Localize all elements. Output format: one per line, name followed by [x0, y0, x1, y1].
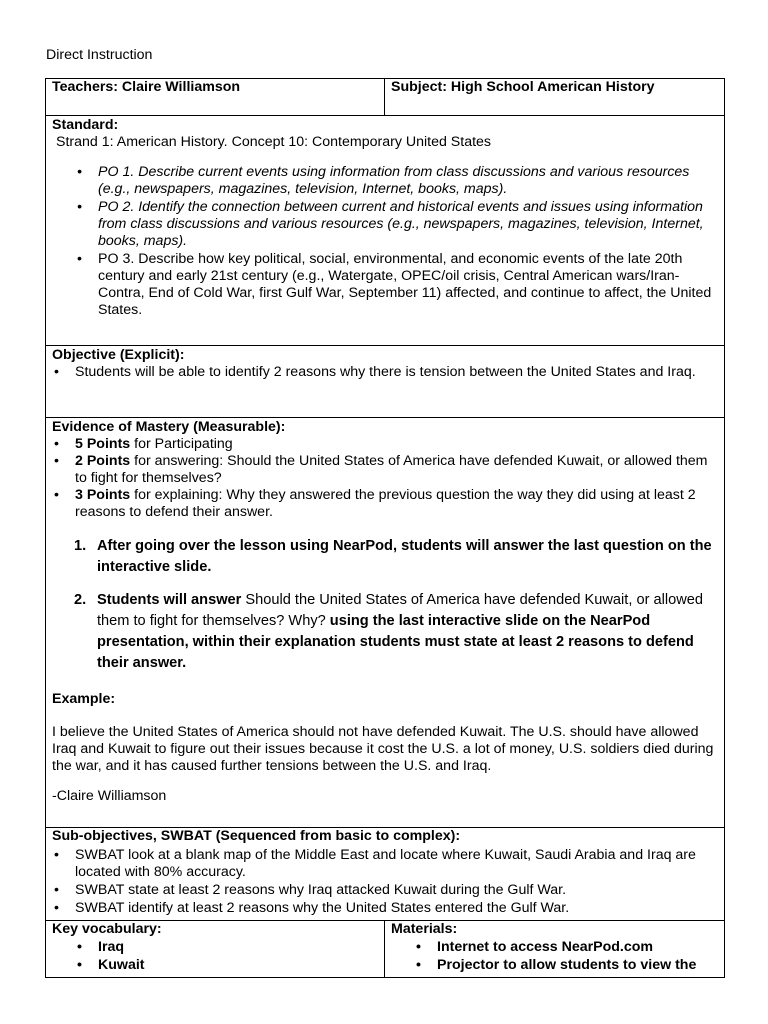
subobjective-item: • SWBAT state at least 2 reasons why Iraq attacked Kuwait during the Gulf War.	[52, 882, 718, 899]
subobjectives-list	[52, 847, 718, 917]
standard-row	[46, 116, 725, 346]
objective-list	[52, 364, 718, 381]
points-item: • 5 Points for Participating	[52, 436, 718, 453]
vocabulary-item: • Iraq	[52, 938, 378, 956]
evidence-heading: Evidence of Mastery (Measurable):	[52, 419, 286, 435]
standard-heading: Standard:	[52, 117, 119, 133]
example-signature: -Claire Williamson	[52, 788, 167, 804]
objective-item: • Students will be able to identify 2 reasons why there is tension between the United States and Iraq.	[52, 364, 718, 381]
subobjective-item: • SWBAT identify at least 2 reasons why the United States entered the Gulf War.	[52, 900, 718, 917]
subobjectives-heading: Sub-objectives, SWBAT (Sequenced from basic to complex):	[52, 828, 461, 844]
step-item: 2. Students will answer Should the United States of America have defended Kuwait, or allowed them to fight for themselves? Why? using the last interactive slide on the NearPod presentation, within their explanation students must state at least 2 reasons to defend their answer.	[74, 592, 703, 671]
header-row	[46, 79, 725, 116]
materials-cell	[385, 921, 725, 978]
evidence-row	[46, 418, 725, 828]
vocabulary-list	[52, 938, 378, 974]
lesson-plan-table	[45, 78, 725, 978]
points-list	[52, 436, 718, 521]
example-text: I believe the United States of America should not have defended Kuwait. The U.S. should have allowed Iraq and Kuwait to figure out their issues because it cost the U.S. a lot of money, U.S. soldiers died during the war, and it has caused further tensions between the U.S. and Iraq.	[52, 724, 714, 774]
subject-label: Subject: High School American History	[391, 79, 655, 95]
materials-item: • Projector to allow students to view the	[391, 956, 718, 974]
vocabulary-heading: Key vocabulary:	[52, 921, 162, 937]
points-item: • 2 Points for answering: Should the United States of America have defended Kuwait, or allowed them to fight for themselves?	[52, 453, 718, 487]
step-item: 1. After going over the lesson using NearPod, students will answer the last question on the interactive slide.	[74, 538, 712, 575]
subobjective-item: • SWBAT look at a blank map of the Middle East and locate where Kuwait, Saudi Arabia and Iraq are located with 80% accuracy.	[52, 847, 718, 881]
evidence-cell	[46, 418, 725, 828]
standard-list	[52, 164, 718, 319]
teachers-label: Teachers: Claire Williamson	[52, 79, 241, 95]
example-heading: Example:	[52, 691, 116, 707]
materials-heading: Materials:	[391, 921, 458, 937]
standard-item: • PO 3. Describe how key political, social, environmental, and economic events of the late 20th century and early 21st century (e.g., Watergate, OPEC/oil crisis, Central American wars/Iran-Contra, End of Cold War, first Gulf War, September 11) affected, and continue to affect, the United States.	[52, 251, 718, 319]
vocabulary-item: • Kuwait	[52, 956, 378, 974]
vocabulary-cell	[46, 921, 385, 978]
objective-heading: Objective (Explicit):	[52, 347, 185, 363]
subobjectives-cell	[46, 828, 725, 921]
bottom-row	[46, 921, 725, 978]
document-title: Direct Instruction	[46, 47, 153, 63]
objective-cell	[46, 346, 725, 418]
standard-item: • PO 1. Describe current events using information from class discussions and various resources (e.g., newspapers, magazines, television, Internet, books, maps).	[52, 164, 718, 198]
materials-item: • Internet to access NearPod.com	[391, 938, 718, 956]
standard-cell	[46, 116, 725, 346]
steps-list	[52, 536, 718, 674]
standard-strand: Strand 1: American History. Concept 10: Contemporary United States	[56, 134, 492, 150]
subobjectives-row	[46, 828, 725, 921]
standard-item: • PO 2. Identify the connection between current and historical events and issues using information from class discussions and various resources (e.g., newspapers, magazines, television, Internet, books, maps).	[52, 199, 718, 250]
objective-row	[46, 346, 725, 418]
points-item: • 3 Points for explaining: Why they answered the previous question the way they did using at least 2 reasons to defend their answer.	[52, 487, 718, 521]
materials-list	[391, 938, 718, 974]
subject-cell	[385, 79, 725, 116]
teachers-cell	[46, 79, 385, 116]
